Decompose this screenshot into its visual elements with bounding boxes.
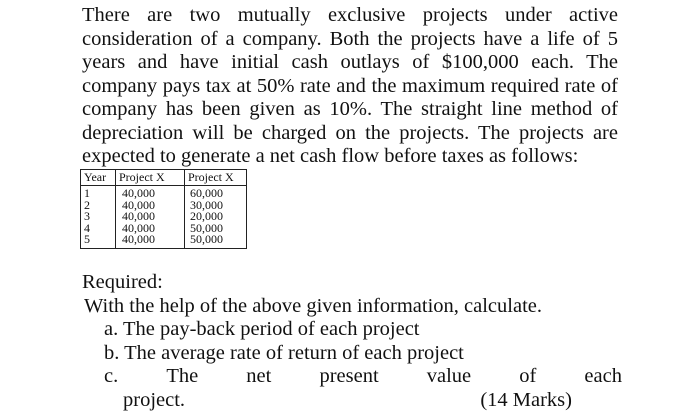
table-cell-value: 50,000 xyxy=(185,223,247,235)
item-c-word: each xyxy=(584,365,622,387)
table-cell-value: 40,000 xyxy=(116,186,185,200)
table-cell-value: 40,000 xyxy=(116,200,185,212)
marks-label: (14 Marks) xyxy=(480,388,572,411)
table-cell-year: 4 xyxy=(81,223,116,235)
table-header-project-x-2: Project X xyxy=(185,170,247,186)
problem-line: company pays tax at 50% rate and the maximum required rate of xyxy=(82,74,618,97)
table-cell-year: 5 xyxy=(81,234,116,248)
table-cell-year: 2 xyxy=(81,200,116,212)
required-item-c-tail xyxy=(82,389,622,413)
table-cell-value: 20,000 xyxy=(185,211,247,223)
table-cell-year: 3 xyxy=(81,211,116,223)
item-c-word: present xyxy=(319,365,379,387)
table-header-year: Year xyxy=(81,170,116,186)
problem-line: consideration of a company. Both the projects have a life of 5 xyxy=(82,27,618,50)
table-cell-value: 50,000 xyxy=(185,234,247,248)
table-cell-value: 40,000 xyxy=(116,234,185,248)
item-c-continuation: project. xyxy=(123,388,186,411)
item-c-word: net xyxy=(246,365,272,387)
table-header-project-x: Project X xyxy=(116,170,185,186)
problem-line: years and have initial cash outlays of $100,000 each. The xyxy=(82,51,618,73)
problem-line: depreciation will be charged on the projects. The projects are xyxy=(82,121,618,144)
table-cell-year: 1 xyxy=(81,186,116,200)
problem-line: expected to generate a net cash flow before taxes as follows: xyxy=(82,145,579,167)
required-item-b: b. The average rate of return of each project xyxy=(104,341,464,364)
problem-line: There are two mutually exclusive projects under active xyxy=(82,4,618,26)
item-c-word: value xyxy=(426,365,472,387)
table-row xyxy=(81,234,247,248)
required-heading: Required: xyxy=(82,271,163,293)
required-section xyxy=(82,271,622,412)
table-cell-value: 40,000 xyxy=(116,223,185,235)
required-item-a: a. The pay-back period of each project xyxy=(104,318,420,340)
cash-flow-table xyxy=(80,169,247,249)
table-cell-value: 60,000 xyxy=(185,186,247,200)
item-c-word: of xyxy=(519,365,537,387)
table-header-row xyxy=(81,170,247,186)
table-cell-value: 30,000 xyxy=(185,200,247,212)
required-intro: With the help of the above given information, calculate. xyxy=(84,294,542,317)
item-c-word: The xyxy=(166,365,199,387)
problem-line: company has been given as 10%. The straight line method of xyxy=(82,98,618,120)
required-item-c xyxy=(82,365,622,389)
problem-statement xyxy=(82,4,618,169)
table-cell-value: 40,000 xyxy=(116,211,185,223)
item-c-word: c. xyxy=(104,365,119,387)
